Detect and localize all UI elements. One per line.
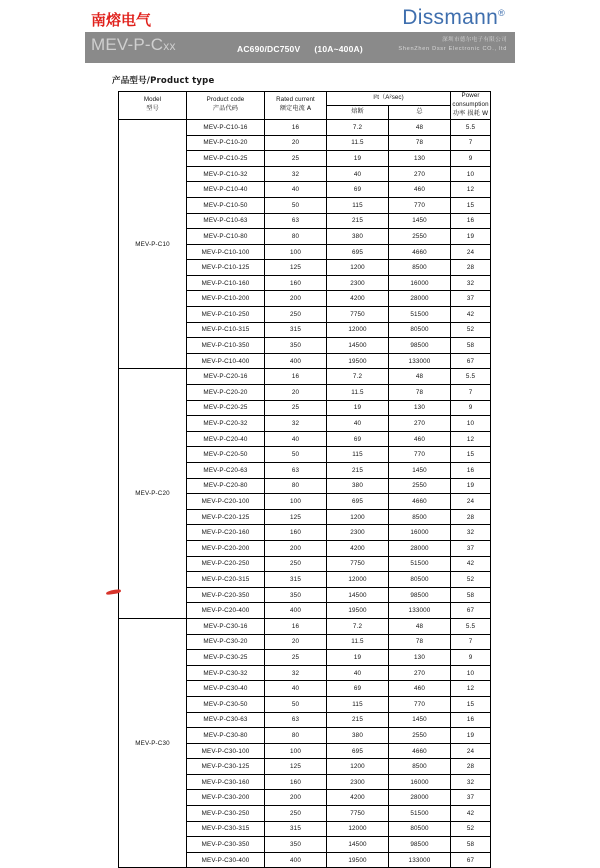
column-header-model-en: Model [143, 96, 162, 104]
cell-product-code: MEV-P-C20-40 [187, 431, 265, 447]
cell-power-consumption: 15 [451, 447, 491, 463]
cell-rated-current: 160 [265, 275, 327, 291]
cell-i2t-melting: 380 [327, 728, 389, 744]
cell-rated-current: 400 [265, 852, 327, 868]
cell-product-code: MEV-P-C30-50 [187, 696, 265, 712]
cell-rated-current: 350 [265, 338, 327, 354]
cell-model-group: MEV-P-C10 [119, 119, 187, 369]
column-header-i2t-total: 总 [389, 105, 451, 119]
cell-i2t-melting: 115 [327, 197, 389, 213]
cell-i2t-melting: 1200 [327, 509, 389, 525]
cell-product-code: MEV-P-C30-40 [187, 681, 265, 697]
cell-power-consumption: 28 [451, 509, 491, 525]
cell-i2t-melting: 69 [327, 182, 389, 198]
cell-i2t-total: 770 [389, 197, 451, 213]
cell-product-code: MEV-P-C10-200 [187, 291, 265, 307]
cell-power-consumption: 19 [451, 728, 491, 744]
cell-i2t-melting: 19500 [327, 353, 389, 369]
cell-product-code: MEV-P-C20-125 [187, 509, 265, 525]
cell-power-consumption: 15 [451, 696, 491, 712]
cell-i2t-total: 770 [389, 447, 451, 463]
cell-i2t-total: 51500 [389, 307, 451, 323]
cell-i2t-melting: 19 [327, 400, 389, 416]
cell-rated-current: 125 [265, 759, 327, 775]
cell-power-consumption: 37 [451, 790, 491, 806]
cell-rated-current: 63 [265, 463, 327, 479]
table-header-row-english [119, 92, 491, 106]
cell-i2t-total: 98500 [389, 837, 451, 853]
cell-i2t-melting: 12000 [327, 821, 389, 837]
table-row [119, 618, 491, 634]
cell-i2t-melting: 2300 [327, 525, 389, 541]
cell-i2t-total: 80500 [389, 322, 451, 338]
cell-rated-current: 25 [265, 650, 327, 666]
cell-power-consumption: 32 [451, 275, 491, 291]
cell-power-consumption: 24 [451, 494, 491, 510]
cell-power-consumption: 52 [451, 821, 491, 837]
cell-i2t-total: 80500 [389, 821, 451, 837]
product-series-title [91, 35, 176, 55]
cell-power-consumption: 7 [451, 634, 491, 650]
cell-i2t-total: 1450 [389, 463, 451, 479]
cell-product-code: MEV-P-C10-80 [187, 229, 265, 245]
cell-i2t-melting: 4200 [327, 540, 389, 556]
cell-i2t-total: 2550 [389, 728, 451, 744]
cell-i2t-melting: 7.2 [327, 369, 389, 385]
cell-rated-current: 200 [265, 790, 327, 806]
cell-i2t-melting: 19 [327, 151, 389, 167]
cell-rated-current: 400 [265, 353, 327, 369]
cell-i2t-melting: 40 [327, 166, 389, 182]
cell-product-code: MEV-P-C10-400 [187, 353, 265, 369]
cell-i2t-total: 28000 [389, 790, 451, 806]
cell-i2t-melting: 4200 [327, 790, 389, 806]
cell-product-code: MEV-P-C30-315 [187, 821, 265, 837]
cell-rated-current: 315 [265, 821, 327, 837]
column-header-power-consumption [451, 92, 491, 120]
cell-product-code: MEV-P-C10-160 [187, 275, 265, 291]
cell-power-consumption: 5.5 [451, 618, 491, 634]
header-banner [85, 32, 515, 63]
page-header [85, 0, 515, 63]
cell-i2t-total: 16000 [389, 774, 451, 790]
cell-i2t-melting: 40 [327, 665, 389, 681]
company-name-english: ShenZhen Dssr Electronic CO., ltd [398, 46, 507, 52]
cell-i2t-total: 770 [389, 696, 451, 712]
registered-trademark-icon: ® [498, 8, 505, 18]
cell-rated-current: 350 [265, 837, 327, 853]
cell-power-consumption: 19 [451, 229, 491, 245]
cell-rated-current: 315 [265, 322, 327, 338]
cell-product-code: MEV-P-C30-125 [187, 759, 265, 775]
cell-power-consumption: 24 [451, 743, 491, 759]
cell-i2t-melting: 4200 [327, 291, 389, 307]
cell-rated-current: 32 [265, 416, 327, 432]
cell-product-code: MEV-P-C10-100 [187, 244, 265, 260]
cell-power-consumption: 19 [451, 478, 491, 494]
cell-product-code: MEV-P-C10-350 [187, 338, 265, 354]
cell-rated-current: 40 [265, 182, 327, 198]
brand-name: Dissmann [402, 6, 499, 29]
cell-i2t-melting: 69 [327, 431, 389, 447]
cell-power-consumption: 42 [451, 556, 491, 572]
cell-i2t-total: 16000 [389, 275, 451, 291]
cell-i2t-melting: 7750 [327, 806, 389, 822]
cell-product-code: MEV-P-C20-32 [187, 416, 265, 432]
cell-power-consumption: 5.5 [451, 119, 491, 135]
cell-i2t-melting: 12000 [327, 322, 389, 338]
cell-product-code: MEV-P-C20-400 [187, 603, 265, 619]
cell-i2t-total: 130 [389, 650, 451, 666]
cell-i2t-total: 1450 [389, 213, 451, 229]
cell-i2t-melting: 2300 [327, 275, 389, 291]
cell-power-consumption: 9 [451, 650, 491, 666]
cell-i2t-melting: 215 [327, 213, 389, 229]
cell-product-code: MEV-P-C30-25 [187, 650, 265, 666]
cell-i2t-melting: 7750 [327, 307, 389, 323]
cell-product-code: MEV-P-C30-16 [187, 618, 265, 634]
column-header-i2t-melting: 熔断 [327, 105, 389, 119]
cell-product-code: MEV-P-C10-315 [187, 322, 265, 338]
cell-i2t-total: 98500 [389, 587, 451, 603]
column-header-i2t: I²t（A²sec) [327, 92, 451, 106]
cell-i2t-melting: 215 [327, 463, 389, 479]
cell-rated-current: 125 [265, 260, 327, 276]
cell-power-consumption: 67 [451, 353, 491, 369]
cell-i2t-melting: 695 [327, 494, 389, 510]
table-row [119, 369, 491, 385]
cell-i2t-melting: 115 [327, 696, 389, 712]
cell-rated-current: 250 [265, 307, 327, 323]
cell-product-code: MEV-P-C30-160 [187, 774, 265, 790]
cell-i2t-melting: 695 [327, 743, 389, 759]
cell-product-code: MEV-P-C20-100 [187, 494, 265, 510]
cell-rated-current: 32 [265, 665, 327, 681]
brand-wordmark [402, 6, 505, 30]
cell-i2t-melting: 69 [327, 681, 389, 697]
cell-i2t-melting: 695 [327, 244, 389, 260]
cell-i2t-total: 80500 [389, 572, 451, 588]
cell-rated-current: 25 [265, 151, 327, 167]
cell-i2t-melting: 19500 [327, 852, 389, 868]
cell-rated-current: 20 [265, 385, 327, 401]
cell-product-code: MEV-P-C20-315 [187, 572, 265, 588]
cell-power-consumption: 37 [451, 291, 491, 307]
cell-i2t-total: 2550 [389, 229, 451, 245]
cell-rated-current: 20 [265, 135, 327, 151]
cell-i2t-melting: 2300 [327, 774, 389, 790]
cell-i2t-total: 133000 [389, 603, 451, 619]
cell-product-code: MEV-P-C30-32 [187, 665, 265, 681]
cell-power-consumption: 42 [451, 806, 491, 822]
column-header-power-en: Power consumption [452, 92, 489, 108]
cell-product-code: MEV-P-C30-63 [187, 712, 265, 728]
cell-i2t-total: 4660 [389, 244, 451, 260]
cell-i2t-melting: 1200 [327, 260, 389, 276]
cell-rated-current: 125 [265, 509, 327, 525]
cell-rated-current: 63 [265, 213, 327, 229]
table-body [119, 119, 491, 868]
cell-rated-current: 40 [265, 431, 327, 447]
cell-i2t-melting: 19500 [327, 603, 389, 619]
cell-product-code: MEV-P-C30-80 [187, 728, 265, 744]
cell-rated-current: 50 [265, 696, 327, 712]
cell-i2t-melting: 380 [327, 478, 389, 494]
cell-i2t-total: 4660 [389, 743, 451, 759]
cell-i2t-total: 270 [389, 665, 451, 681]
cell-rated-current: 16 [265, 369, 327, 385]
cell-product-code: MEV-P-C30-100 [187, 743, 265, 759]
cell-rated-current: 100 [265, 743, 327, 759]
cell-product-code: MEV-P-C10-32 [187, 166, 265, 182]
product-spec-line [237, 44, 363, 54]
cell-rated-current: 80 [265, 728, 327, 744]
cell-rated-current: 25 [265, 400, 327, 416]
column-header-rated-cn: 额定电流 A [279, 105, 312, 113]
cell-rated-current: 100 [265, 244, 327, 260]
cell-power-consumption: 32 [451, 774, 491, 790]
column-header-model [119, 92, 187, 120]
cell-power-consumption: 10 [451, 416, 491, 432]
cell-rated-current: 80 [265, 229, 327, 245]
cell-power-consumption: 37 [451, 540, 491, 556]
cell-rated-current: 250 [265, 806, 327, 822]
cell-product-code: MEV-P-C30-350 [187, 837, 265, 853]
cell-rated-current: 16 [265, 119, 327, 135]
column-header-code-en: Product code [206, 96, 245, 104]
cell-power-consumption: 5.5 [451, 369, 491, 385]
cell-power-consumption: 58 [451, 338, 491, 354]
cell-i2t-melting: 7750 [327, 556, 389, 572]
cell-i2t-melting: 40 [327, 416, 389, 432]
cell-product-code: MEV-P-C10-250 [187, 307, 265, 323]
cell-i2t-total: 48 [389, 369, 451, 385]
column-header-rated-current [265, 92, 327, 120]
cell-i2t-total: 133000 [389, 852, 451, 868]
cell-power-consumption: 12 [451, 431, 491, 447]
cell-i2t-total: 78 [389, 135, 451, 151]
cell-i2t-total: 8500 [389, 759, 451, 775]
cell-i2t-melting: 12000 [327, 572, 389, 588]
cell-product-code: MEV-P-C10-20 [187, 135, 265, 151]
table-head [119, 92, 491, 120]
cell-i2t-total: 78 [389, 634, 451, 650]
cell-product-code: MEV-P-C30-20 [187, 634, 265, 650]
cell-i2t-total: 51500 [389, 806, 451, 822]
cell-rated-current: 63 [265, 712, 327, 728]
cell-product-code: MEV-P-C20-350 [187, 587, 265, 603]
cell-i2t-total: 4660 [389, 494, 451, 510]
table-row [119, 119, 491, 135]
cell-i2t-melting: 14500 [327, 338, 389, 354]
cell-product-code: MEV-P-C20-16 [187, 369, 265, 385]
cell-power-consumption: 28 [451, 260, 491, 276]
cell-rated-current: 160 [265, 774, 327, 790]
cell-rated-current: 100 [265, 494, 327, 510]
cell-power-consumption: 10 [451, 166, 491, 182]
cell-product-code: MEV-P-C20-50 [187, 447, 265, 463]
cell-power-consumption: 67 [451, 852, 491, 868]
footer-decorative-mark [106, 589, 124, 596]
cell-power-consumption: 52 [451, 572, 491, 588]
cell-i2t-total: 130 [389, 400, 451, 416]
cell-rated-current: 200 [265, 540, 327, 556]
column-header-model-cn: 型号 [146, 105, 159, 113]
cell-product-code: MEV-P-C10-16 [187, 119, 265, 135]
cell-i2t-total: 133000 [389, 353, 451, 369]
cell-i2t-total: 270 [389, 166, 451, 182]
product-type-table-container [118, 91, 490, 868]
header-top-row [85, 8, 515, 32]
cell-rated-current: 32 [265, 166, 327, 182]
cell-i2t-total: 28000 [389, 540, 451, 556]
cell-rated-current: 16 [265, 618, 327, 634]
cell-i2t-total: 460 [389, 182, 451, 198]
cell-i2t-melting: 7.2 [327, 618, 389, 634]
cell-product-code: MEV-P-C20-63 [187, 463, 265, 479]
cell-product-code: MEV-P-C10-125 [187, 260, 265, 276]
column-header-rated-en: Rated current [276, 96, 315, 104]
cell-rated-current: 80 [265, 478, 327, 494]
cell-power-consumption: 9 [451, 151, 491, 167]
cell-i2t-melting: 1200 [327, 759, 389, 775]
cell-power-consumption: 7 [451, 385, 491, 401]
cell-i2t-melting: 7.2 [327, 119, 389, 135]
cell-i2t-total: 48 [389, 618, 451, 634]
cell-i2t-melting: 215 [327, 712, 389, 728]
cell-power-consumption: 67 [451, 603, 491, 619]
cell-rated-current: 50 [265, 197, 327, 213]
cell-i2t-total: 2550 [389, 478, 451, 494]
cell-i2t-total: 28000 [389, 291, 451, 307]
cell-power-consumption: 24 [451, 244, 491, 260]
cell-i2t-total: 78 [389, 385, 451, 401]
spec-current-range: (10A~400A) [314, 44, 363, 54]
cell-rated-current: 315 [265, 572, 327, 588]
cell-power-consumption: 52 [451, 322, 491, 338]
cell-rated-current: 350 [265, 587, 327, 603]
cell-rated-current: 160 [265, 525, 327, 541]
cell-power-consumption: 16 [451, 213, 491, 229]
cell-rated-current: 200 [265, 291, 327, 307]
cell-i2t-melting: 14500 [327, 587, 389, 603]
cell-rated-current: 400 [265, 603, 327, 619]
product-series-suffix: xx [163, 39, 176, 53]
cell-model-group: MEV-P-C20 [119, 369, 187, 619]
cell-power-consumption: 7 [451, 135, 491, 151]
cell-product-code: MEV-P-C10-63 [187, 213, 265, 229]
cell-i2t-total: 130 [389, 151, 451, 167]
cell-product-code: MEV-P-C20-160 [187, 525, 265, 541]
product-type-table [118, 91, 491, 868]
cell-product-code: MEV-P-C30-400 [187, 852, 265, 868]
red-swoosh-icon [106, 589, 121, 595]
cell-i2t-melting: 380 [327, 229, 389, 245]
cell-rated-current: 50 [265, 447, 327, 463]
cell-product-code: MEV-P-C30-250 [187, 806, 265, 822]
cell-product-code: MEV-P-C20-250 [187, 556, 265, 572]
cell-i2t-total: 48 [389, 119, 451, 135]
section-title-product-type: 产品型号/Product type [112, 76, 215, 86]
column-header-product-code [187, 92, 265, 120]
cell-product-code: MEV-P-C20-80 [187, 478, 265, 494]
cell-power-consumption: 10 [451, 665, 491, 681]
cell-product-code: MEV-P-C10-40 [187, 182, 265, 198]
cell-product-code: MEV-P-C20-20 [187, 385, 265, 401]
cell-i2t-total: 98500 [389, 338, 451, 354]
cell-i2t-total: 270 [389, 416, 451, 432]
cell-i2t-melting: 14500 [327, 837, 389, 853]
cell-product-code: MEV-P-C10-50 [187, 197, 265, 213]
cell-product-code: MEV-P-C20-200 [187, 540, 265, 556]
cell-rated-current: 20 [265, 634, 327, 650]
cell-i2t-melting: 11.5 [327, 385, 389, 401]
cell-product-code: MEV-P-C30-200 [187, 790, 265, 806]
company-name-chinese: 深圳市德尔电子有限公司 [442, 37, 507, 43]
cell-i2t-melting: 11.5 [327, 135, 389, 151]
cell-i2t-total: 460 [389, 681, 451, 697]
cell-rated-current: 250 [265, 556, 327, 572]
cell-product-code: MEV-P-C20-25 [187, 400, 265, 416]
cell-power-consumption: 58 [451, 587, 491, 603]
cell-power-consumption: 16 [451, 463, 491, 479]
cell-i2t-melting: 11.5 [327, 634, 389, 650]
cell-model-group: MEV-P-C30 [119, 618, 187, 868]
cell-power-consumption: 12 [451, 681, 491, 697]
cell-i2t-total: 16000 [389, 525, 451, 541]
cell-i2t-total: 8500 [389, 260, 451, 276]
cell-power-consumption: 9 [451, 400, 491, 416]
cell-product-code: MEV-P-C10-25 [187, 151, 265, 167]
product-series-main: MEV-P-C [91, 35, 164, 54]
cell-power-consumption: 28 [451, 759, 491, 775]
cell-i2t-total: 1450 [389, 712, 451, 728]
cell-rated-current: 40 [265, 681, 327, 697]
cell-power-consumption: 32 [451, 525, 491, 541]
cell-power-consumption: 58 [451, 837, 491, 853]
column-header-code-cn: 产品代码 [212, 105, 239, 113]
company-logo-chinese: 南熔电气 [91, 11, 152, 29]
cell-power-consumption: 15 [451, 197, 491, 213]
spec-voltage: AC690/DC750V [237, 44, 301, 54]
cell-i2t-total: 460 [389, 431, 451, 447]
cell-power-consumption: 42 [451, 307, 491, 323]
cell-i2t-melting: 115 [327, 447, 389, 463]
cell-i2t-total: 8500 [389, 509, 451, 525]
cell-power-consumption: 12 [451, 182, 491, 198]
cell-i2t-melting: 19 [327, 650, 389, 666]
cell-i2t-total: 51500 [389, 556, 451, 572]
column-header-power-cn: 功率 损耗 W [452, 109, 489, 117]
cell-power-consumption: 16 [451, 712, 491, 728]
